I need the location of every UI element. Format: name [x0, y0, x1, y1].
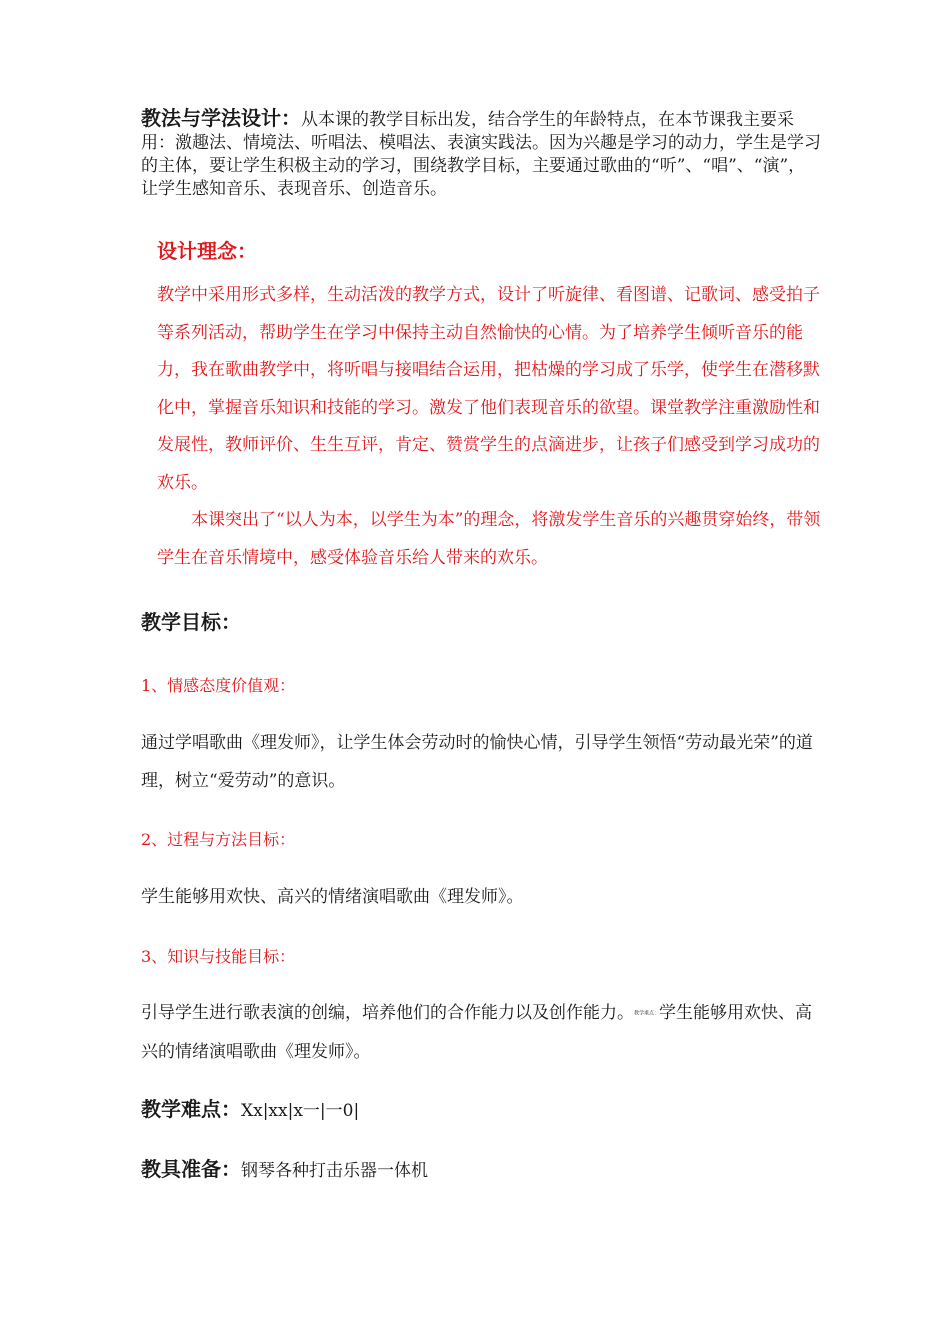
goal-1-text: 通过学唱歌曲《理发师》，让学生体会劳动时的愉快心情，引导学生领悟“劳动最光荣”的道理，树立“爱劳动”的意识。 — [141, 733, 813, 791]
teaching-difficulty-label: 教学难点： — [141, 1097, 241, 1121]
teaching-methods-text: 从本课的教学目标出发，结合学生的年龄特点，在本节课我主要采用：激趣法、情境法、听唱法、模唱法、表演实践法。因为兴趣是学习的动力，学生是学习的主体，要让学生积极主动的学习，围绕教学目标，主要通过歌曲的“听”、“唱”、“演”，让学生感知音乐、表现音乐、创造音乐。 — [141, 110, 821, 199]
goal-3-label: 3、知识与技能目标： — [141, 947, 296, 966]
teaching-tools-line — [141, 1153, 428, 1182]
teaching-tools-text: 钢琴各种打击乐器一体机 — [241, 1161, 428, 1181]
teaching-key-point-label: 教学重点： — [634, 1010, 660, 1017]
teaching-difficulty-text: Xx|xx|x一|一0| — [241, 1101, 360, 1121]
design-concept-paragraph-1: 教学中采用形式多样，生动活泼的教学方式，设计了听旋律、看图谱、记歌词、感受拍子等系列活动，帮助学生在学习中保持主动自然愉快的心情。为了培养学生倾听音乐的能力，我在歌曲教学中，将听唱与接唱结合运用，把枯燥的学习成了乐学，使学生在潜移默化中，掌握音乐知识和技能的学习。激发了他们表现音乐的欲望。课堂教学注重激励性和发展性，教师评价、生生互评，肯定、赞赏学生的点滴进步，让孩子们感受到学习成功的欢乐。 — [157, 285, 820, 493]
teaching-difficulty-line — [141, 1093, 359, 1122]
teaching-methods-section — [141, 107, 821, 201]
goal-1-label: 1、情感态度价值观： — [141, 676, 296, 695]
design-concept-title: 设计理念： — [157, 239, 257, 263]
teaching-key-point-text: 学生能够用欢快、高兴的情绪演唱歌曲《理发师》。 — [141, 1003, 813, 1062]
goal-2-label: 2、过程与方法目标： — [141, 830, 296, 849]
design-concept-body — [157, 277, 825, 577]
teaching-tools-label: 教具准备： — [141, 1157, 241, 1181]
goal-2-text: 学生能够用欢快、高兴的情绪演唱歌曲《理发师》。 — [141, 887, 524, 907]
goal-3-text-block — [141, 994, 813, 1071]
goal-3-text: 引导学生进行歌表演的创编，培养他们的合作能力以及创作能力。 — [141, 1003, 634, 1023]
design-concept-paragraph-2: 本课突出了“以人为本，以学生为本”的理念，将激发学生音乐的兴趣贯穿始终，带领学生在音乐情境中，感受体验音乐给人带来的欢乐。 — [157, 510, 821, 568]
teaching-goals-title: 教学目标： — [141, 610, 241, 634]
teaching-methods-label: 教法与学法设计： — [141, 106, 301, 130]
